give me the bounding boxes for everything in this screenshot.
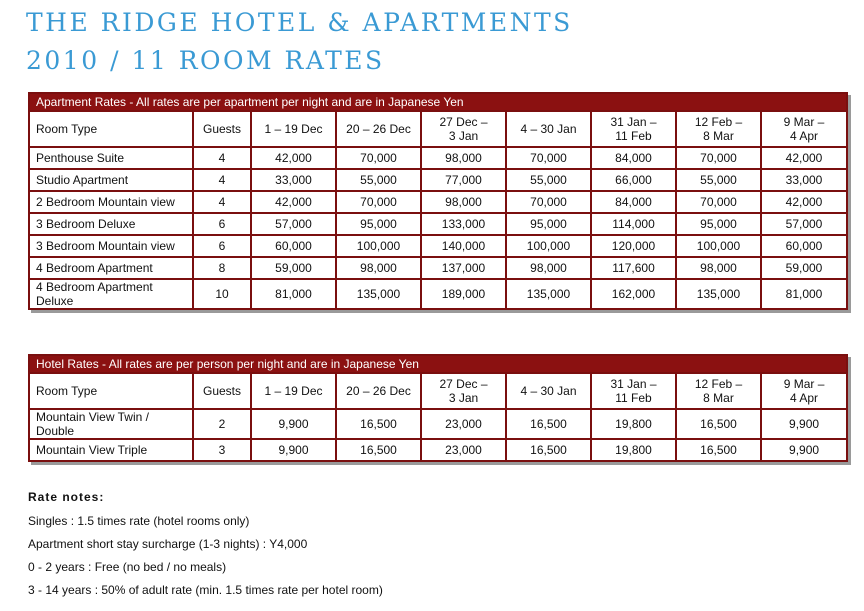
header-period xyxy=(591,111,676,147)
rate-cell: 70,000 xyxy=(676,147,761,169)
header-period-line: 1 – 19 Dec xyxy=(264,384,323,398)
rate-cell: 23,000 xyxy=(421,439,506,461)
header-period xyxy=(761,373,847,409)
room-type-cell: 2 Bedroom Mountain view xyxy=(29,191,193,213)
table-caption: Hotel Rates - All rates are per person per night and are in Japanese Yen xyxy=(29,355,847,373)
guests-cell: 3 xyxy=(193,439,251,461)
header-period-line: 3 Jan xyxy=(448,391,479,405)
rate-cell: 162,000 xyxy=(591,279,676,309)
table-caption-row xyxy=(29,355,847,373)
header-period xyxy=(336,111,421,147)
rate-cell: 42,000 xyxy=(251,147,336,169)
header-period xyxy=(676,373,761,409)
table-row xyxy=(29,147,847,169)
rate-cell: 60,000 xyxy=(251,235,336,257)
header-period-line: 8 Mar xyxy=(703,129,734,143)
table-row xyxy=(29,279,847,309)
table-caption-row xyxy=(29,93,847,111)
rate-cell: 137,000 xyxy=(421,257,506,279)
header-guests: Guests xyxy=(193,111,251,147)
header-period xyxy=(506,111,591,147)
rate-cell: 98,000 xyxy=(336,257,421,279)
room-type-cell: 3 Bedroom Mountain view xyxy=(29,235,193,257)
rate-cell: 81,000 xyxy=(761,279,847,309)
header-period-line: 9 Mar – xyxy=(783,115,825,129)
header-period xyxy=(676,111,761,147)
header-period-line: 8 Mar xyxy=(703,391,734,405)
rate-notes-heading: Rate notes: xyxy=(28,490,105,504)
rate-cell: 57,000 xyxy=(251,213,336,235)
rate-cell: 42,000 xyxy=(251,191,336,213)
room-type-cell: 3 Bedroom Deluxe xyxy=(29,213,193,235)
guests-cell: 10 xyxy=(193,279,251,309)
rate-cell: 100,000 xyxy=(676,235,761,257)
rate-cell: 100,000 xyxy=(336,235,421,257)
rate-cell: 135,000 xyxy=(506,279,591,309)
header-period-line: 1 – 19 Dec xyxy=(264,122,323,136)
page-subtitle: 2010 / 11 ROOM RATES xyxy=(26,46,385,75)
room-type-cell: Mountain View Triple xyxy=(29,439,193,461)
table-row xyxy=(29,169,847,191)
rate-cell: 19,800 xyxy=(591,409,676,439)
rate-cell: 59,000 xyxy=(761,257,847,279)
rate-cell: 9,900 xyxy=(251,409,336,439)
rate-cell: 77,000 xyxy=(421,169,506,191)
room-type-cell: 4 Bedroom Apartment xyxy=(29,257,193,279)
table-caption: Apartment Rates - All rates are per apartment per night and are in Japanese Yen xyxy=(29,93,847,111)
rate-cell: 100,000 xyxy=(506,235,591,257)
rate-cell: 9,900 xyxy=(761,439,847,461)
header-period-line: 3 Jan xyxy=(448,129,479,143)
rate-cell: 16,500 xyxy=(336,409,421,439)
rate-cell: 55,000 xyxy=(336,169,421,191)
rate-cell: 16,500 xyxy=(676,439,761,461)
room-type-cell: Mountain View Twin / Double xyxy=(29,409,193,439)
header-period-line: 4 Apr xyxy=(790,391,819,405)
rate-cell: 55,000 xyxy=(506,169,591,191)
header-period xyxy=(421,111,506,147)
rate-cell: 117,600 xyxy=(591,257,676,279)
table-row xyxy=(29,257,847,279)
rate-cell: 59,000 xyxy=(251,257,336,279)
header-period-line: 11 Feb xyxy=(615,129,652,143)
header-period-line: 4 – 30 Jan xyxy=(520,122,577,136)
rate-note: 0 - 2 years : Free (no bed / no meals) xyxy=(28,560,227,574)
rate-cell: 55,000 xyxy=(676,169,761,191)
rate-cell: 60,000 xyxy=(761,235,847,257)
rate-cell: 33,000 xyxy=(761,169,847,191)
rate-notes xyxy=(28,490,383,606)
rate-cell: 84,000 xyxy=(591,147,676,169)
table-row xyxy=(29,235,847,257)
header-period-line: 20 – 26 Dec xyxy=(346,122,411,136)
rate-note: 3 - 14 years : 50% of adult rate (min. 1.5 times rate per hotel room) xyxy=(28,583,383,597)
rate-cell: 135,000 xyxy=(336,279,421,309)
table-row xyxy=(29,213,847,235)
header-period xyxy=(421,373,506,409)
header-period-line: 31 Jan – xyxy=(610,377,657,391)
rate-cell: 120,000 xyxy=(591,235,676,257)
header-period-line: 12 Feb – xyxy=(694,115,743,129)
rate-cell: 84,000 xyxy=(591,191,676,213)
header-period-line: 4 Apr xyxy=(790,129,819,143)
guests-cell: 6 xyxy=(193,213,251,235)
rate-cell: 98,000 xyxy=(421,147,506,169)
rate-cell: 95,000 xyxy=(506,213,591,235)
table-header-row xyxy=(29,373,847,409)
rate-cell: 98,000 xyxy=(421,191,506,213)
rate-cell: 95,000 xyxy=(336,213,421,235)
header-period xyxy=(761,111,847,147)
rate-cell: 19,800 xyxy=(591,439,676,461)
header-period-line: 11 Feb xyxy=(615,391,652,405)
rate-cell: 66,000 xyxy=(591,169,676,191)
hotel-rates-table xyxy=(28,354,848,462)
rate-cell: 70,000 xyxy=(506,191,591,213)
guests-cell: 4 xyxy=(193,191,251,213)
header-period-line: 27 Dec – xyxy=(439,377,488,391)
rate-cell: 70,000 xyxy=(336,147,421,169)
guests-cell: 2 xyxy=(193,409,251,439)
rate-cell: 70,000 xyxy=(676,191,761,213)
rate-cell: 140,000 xyxy=(421,235,506,257)
rate-cell: 16,500 xyxy=(676,409,761,439)
rate-cell: 81,000 xyxy=(251,279,336,309)
header-period-line: 20 – 26 Dec xyxy=(346,384,411,398)
rate-note: Apartment short stay surcharge (1-3 nights) : Y4,000 xyxy=(28,537,308,551)
header-guests: Guests xyxy=(193,373,251,409)
rate-cell: 33,000 xyxy=(251,169,336,191)
header-period xyxy=(591,373,676,409)
rate-cell: 189,000 xyxy=(421,279,506,309)
table-row xyxy=(29,439,847,461)
rate-cell: 114,000 xyxy=(591,213,676,235)
header-period-line: 4 – 30 Jan xyxy=(520,384,577,398)
table-row xyxy=(29,191,847,213)
rate-cell: 133,000 xyxy=(421,213,506,235)
rate-cell: 70,000 xyxy=(506,147,591,169)
header-period xyxy=(506,373,591,409)
rate-cell: 16,500 xyxy=(506,439,591,461)
header-period xyxy=(336,373,421,409)
rate-cell: 16,500 xyxy=(506,409,591,439)
rate-cell: 23,000 xyxy=(421,409,506,439)
rate-cell: 9,900 xyxy=(761,409,847,439)
guests-cell: 4 xyxy=(193,147,251,169)
table-row xyxy=(29,409,847,439)
header-period-line: 27 Dec – xyxy=(439,115,488,129)
rate-cell: 98,000 xyxy=(506,257,591,279)
room-type-cell: Studio Apartment xyxy=(29,169,193,191)
header-room-type: Room Type xyxy=(29,111,193,147)
rate-cell: 42,000 xyxy=(761,191,847,213)
guests-cell: 8 xyxy=(193,257,251,279)
guests-cell: 4 xyxy=(193,169,251,191)
guests-cell: 6 xyxy=(193,235,251,257)
rate-cell: 95,000 xyxy=(676,213,761,235)
rate-cell: 9,900 xyxy=(251,439,336,461)
rate-note: Singles : 1.5 times rate (hotel rooms only) xyxy=(28,514,250,528)
header-period xyxy=(251,373,336,409)
rate-cell: 57,000 xyxy=(761,213,847,235)
rate-cell: 16,500 xyxy=(336,439,421,461)
header-period-line: 9 Mar – xyxy=(783,377,825,391)
page-title: THE RIDGE HOTEL & APARTMENTS xyxy=(26,8,573,37)
apartment-rates-table xyxy=(28,92,848,310)
header-period-line: 31 Jan – xyxy=(610,115,657,129)
rate-cell: 135,000 xyxy=(676,279,761,309)
rate-cell: 42,000 xyxy=(761,147,847,169)
rate-cell: 70,000 xyxy=(336,191,421,213)
room-type-cell: 4 Bedroom Apartment Deluxe xyxy=(29,279,193,309)
rate-cell: 98,000 xyxy=(676,257,761,279)
header-room-type: Room Type xyxy=(29,373,193,409)
header-period xyxy=(251,111,336,147)
table-header-row xyxy=(29,111,847,147)
header-period-line: 12 Feb – xyxy=(694,377,743,391)
room-type-cell: Penthouse Suite xyxy=(29,147,193,169)
